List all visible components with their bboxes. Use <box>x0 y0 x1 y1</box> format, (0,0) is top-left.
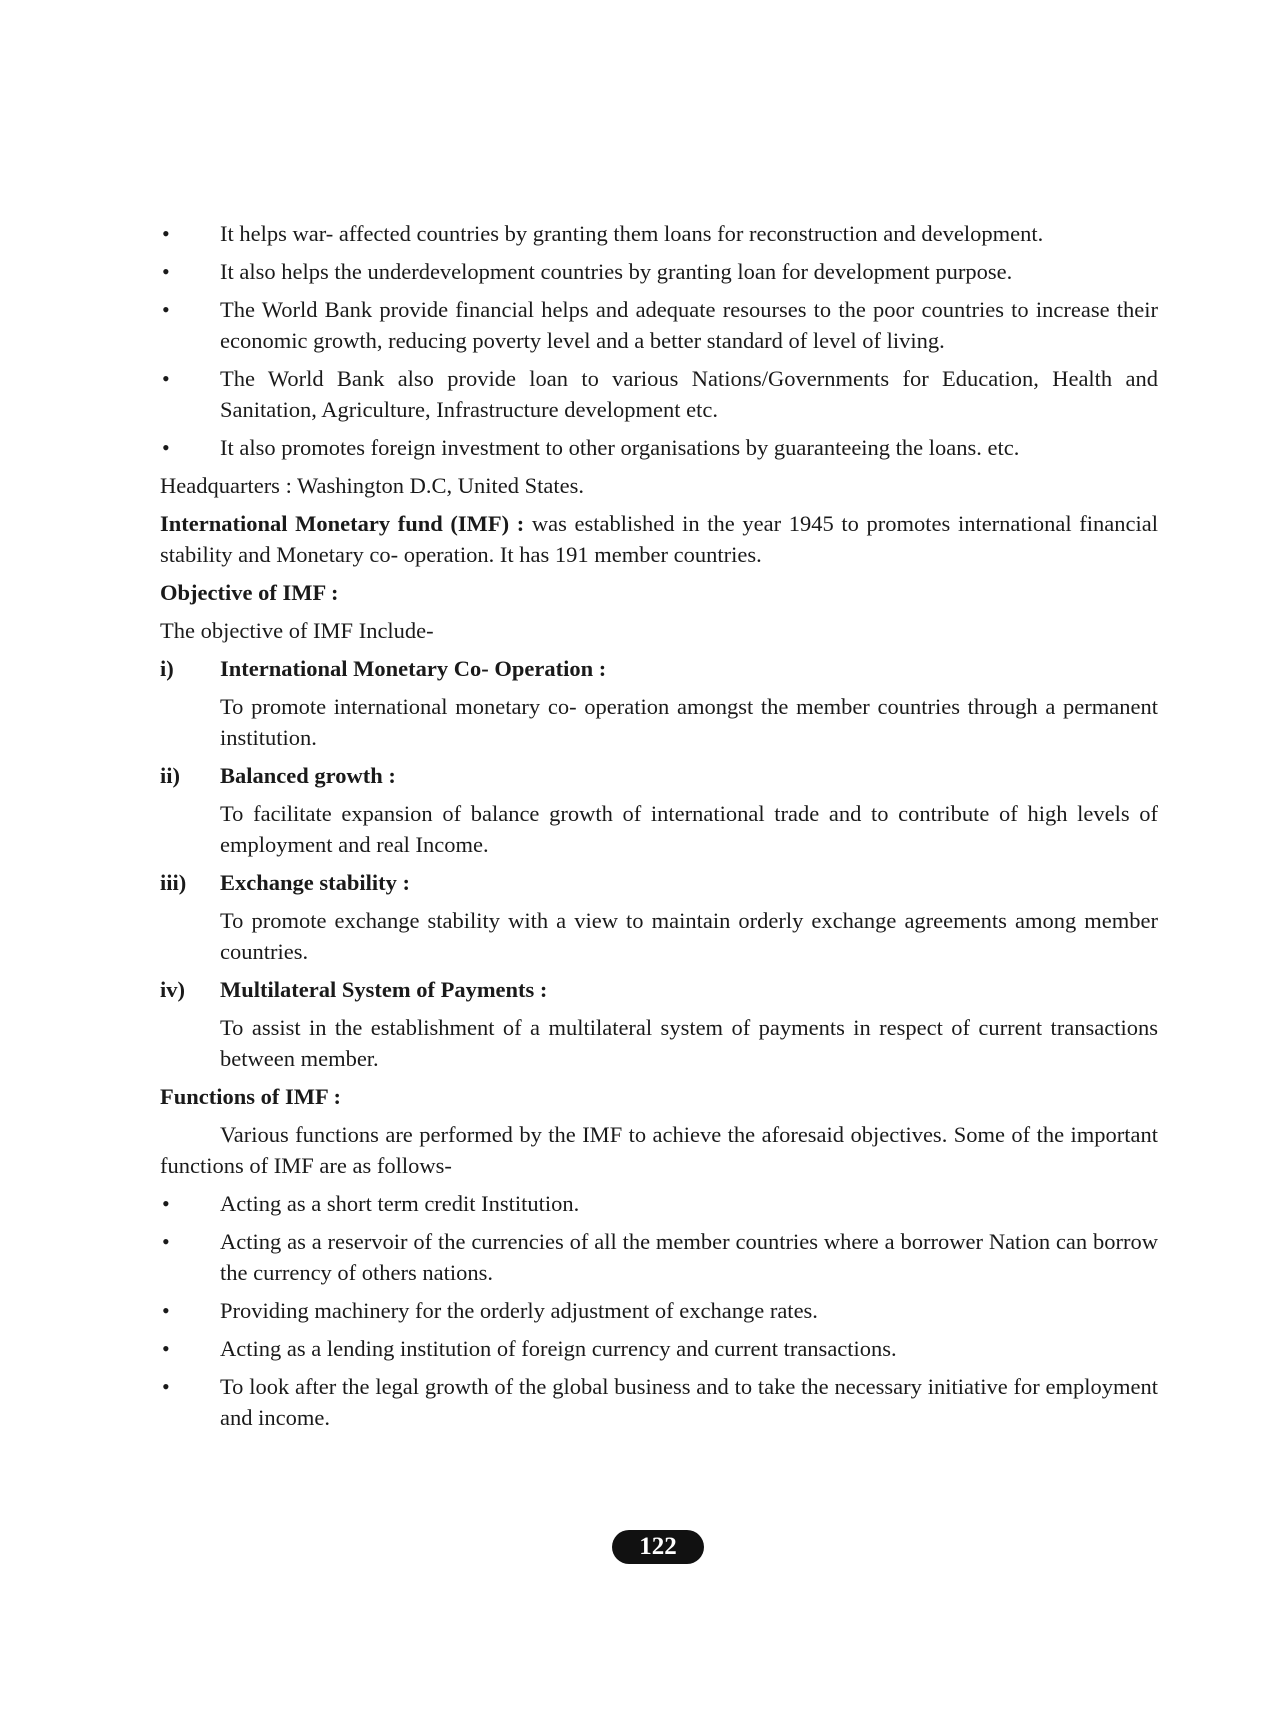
bullet-icon: • <box>162 1336 170 1361</box>
functions-heading: Functions of IMF : <box>160 1084 342 1109</box>
imf-intro <box>160 508 1158 570</box>
bullet-icon: • <box>162 221 170 246</box>
list-item-text: Acting as a short term credit Institution. <box>220 1191 580 1216</box>
bullet-icon: • <box>162 1229 170 1254</box>
bullet-icon: • <box>162 259 170 284</box>
list-item-text: It also helps the underdevelopment countries by granting loan for development purpose. <box>220 259 1013 284</box>
objective-description: To facilitate expansion of balance growth of international trade and to contribute of high levels of employment and real Income. <box>220 801 1158 857</box>
list-item <box>160 1295 1158 1326</box>
functions-intro: Various functions are performed by the IMF to achieve the aforesaid objectives. Some of the important functions of IMF are as follows- <box>160 1122 1158 1178</box>
bullet-icon: • <box>162 366 170 391</box>
objective-description: To assist in the establishment of a multilateral system of payments in respect of current transactions between member. <box>220 1015 1158 1071</box>
objective-description: To promote international monetary co- operation amongst the member countries through a permanent institution. <box>220 694 1158 750</box>
objective-number: ii) <box>160 763 180 788</box>
objective-number: iii) <box>160 870 187 895</box>
list-item <box>160 1333 1158 1364</box>
list-item <box>160 1188 1158 1219</box>
list-item <box>160 218 1158 249</box>
objective-number: i) <box>160 656 174 681</box>
list-item-text: The World Bank also provide loan to various Nations/Governments for Education, Health and Sanitation, Agriculture, Infrastructure development etc. <box>220 366 1158 422</box>
list-item-text: The World Bank provide financial helps and adequate resourses to the poor countries to increase their economic growth, reducing poverty level and a better standard of level of living. <box>220 297 1158 353</box>
headquarters-text: Headquarters : Washington D.C, United States. <box>160 473 584 498</box>
list-item <box>160 294 1158 356</box>
objective-heading: Objective of IMF : <box>160 580 339 605</box>
list-item-text: Acting as a reservoir of the currencies of all the member countries where a borrower Nation can borrow the currency of others nations. <box>220 1229 1158 1285</box>
list-item <box>160 1226 1158 1288</box>
objective-intro: The objective of IMF Include- <box>160 618 434 643</box>
objective-item <box>160 760 1158 860</box>
list-item-text: It helps war- affected countries by granting them loans for reconstruction and development. <box>220 221 1044 246</box>
list-item <box>160 432 1158 463</box>
list-item-text: Acting as a lending institution of foreign currency and current transactions. <box>220 1336 897 1361</box>
objective-number: iv) <box>160 977 185 1002</box>
objective-title: Exchange stability : <box>220 870 411 895</box>
list-item <box>160 256 1158 287</box>
objective-title: Multilateral System of Payments : <box>220 977 548 1002</box>
objective-description: To promote exchange stability with a view to maintain orderly exchange agreements among member countries. <box>220 908 1158 964</box>
list-item-text: Providing machinery for the orderly adjustment of exchange rates. <box>220 1298 818 1323</box>
list-item <box>160 363 1158 425</box>
bullet-icon: • <box>162 297 170 322</box>
bullet-icon: • <box>162 435 170 460</box>
list-item-text: It also promotes foreign investment to other organisations by guaranteeing the loans. etc. <box>220 435 1020 460</box>
imf-functions-list <box>160 1188 1158 1433</box>
world-bank-functions-list <box>160 218 1158 463</box>
bullet-icon: • <box>162 1374 170 1399</box>
page-number: 122 <box>612 1530 704 1564</box>
page-content <box>160 218 1158 1440</box>
bullet-icon: • <box>162 1298 170 1323</box>
bullet-icon: • <box>162 1191 170 1216</box>
objective-title: Balanced growth : <box>220 763 396 788</box>
objective-item <box>160 974 1158 1074</box>
list-item-text: To look after the legal growth of the global business and to take the necessary initiative for employment and income. <box>220 1374 1158 1430</box>
objective-item <box>160 653 1158 753</box>
objective-title: International Monetary Co- Operation : <box>220 656 607 681</box>
imf-intro-text: was established in the year 1945 to promotes international financial stability and Monetary co- operation. It has 191 member countries. <box>160 511 1158 567</box>
objective-item <box>160 867 1158 967</box>
imf-term: International Monetary fund (IMF) : <box>160 511 525 536</box>
list-item <box>160 1371 1158 1433</box>
